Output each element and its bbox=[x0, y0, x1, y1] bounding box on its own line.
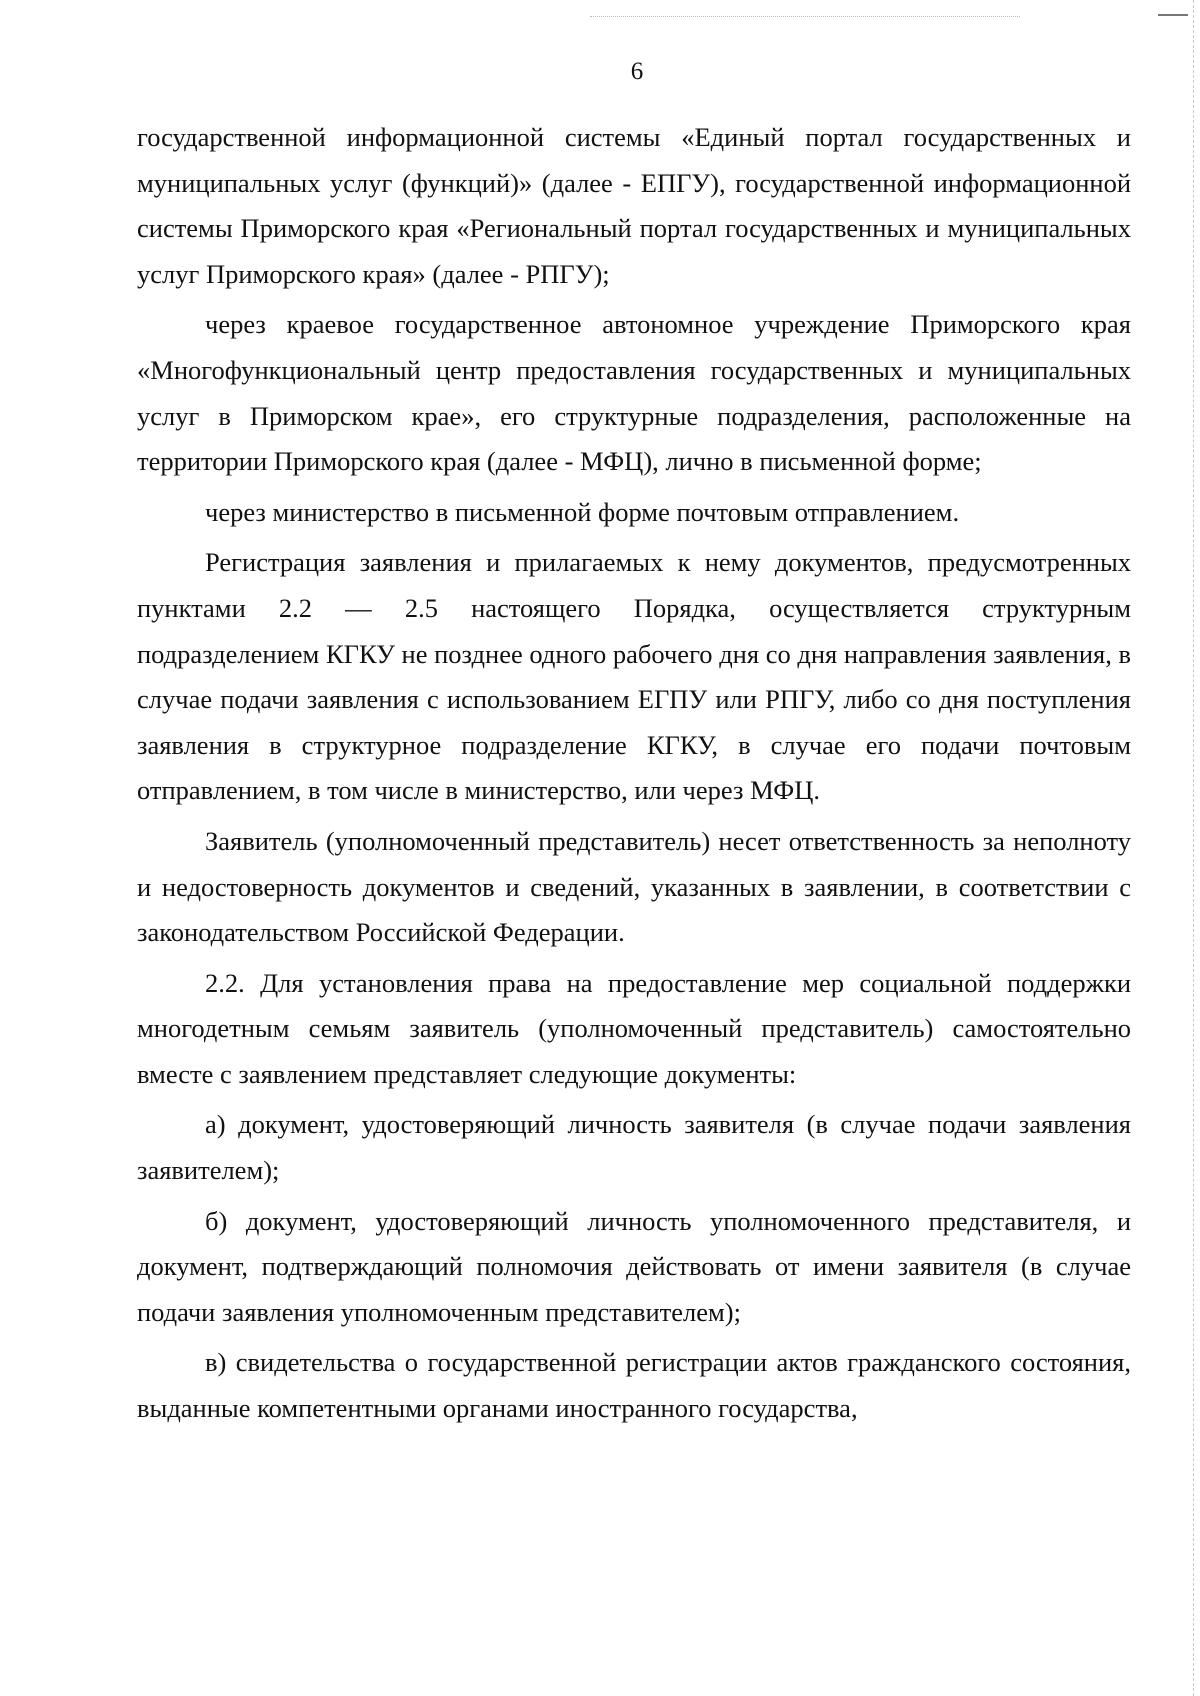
scan-artifact-line bbox=[590, 16, 1020, 18]
scan-edge bbox=[1190, 0, 1194, 1696]
paragraph-item-b: б) документ, удостоверяющий личность уполномоченного представителя, и документ, подтверждающий полномочия действовать от имени заявителя (в случае подачи заявления уполномоченным представителем); bbox=[137, 1205, 1131, 1327]
paragraph-responsibility: Заявитель (уполномоченный представитель) несет ответственность за неполноту и недостоверность документов и сведений, указанных в заявлении, в соответствии с законодательством Российской Федерации. bbox=[137, 825, 1131, 948]
paragraph-item-a: а) документ, удостоверяющий личность заявителя (в случае подачи заявления заявителем); bbox=[137, 1109, 1131, 1186]
paragraph-mfc: через краевое государственное автономное учреждение Приморского края «Многофункциональный центр предоставления государственных и муниципальных услуг в Приморском крае», его структурные подразделения, расположенные на территории Приморского края (далее - МФЦ), лично в письменной форме; bbox=[137, 309, 1131, 477]
paragraph-registration: Регистрация заявления и прилагаемых к нему документов, предусмотренных пунктами 2.2 — 2.5 настоящего Порядка, осуществляется структурным подразделением КГКУ не позднее одного рабочего дня со дня направления заявления, в случае подачи заявления с использованием ЕГПУ или РПГУ, либо со дня поступления заявления в структурное подразделение КГКУ, в случае его подачи почтовым отправлением, в том числе в министерство, или через МФЦ. bbox=[137, 547, 1131, 806]
paragraph-section-2-2: 2.2. Для установления права на предоставление мер социальной поддержки многодетным семьям заявитель (уполномоченный представитель) самостоятельно вместе с заявлением представляет следующие документы: bbox=[137, 967, 1131, 1089]
page-number: 6 bbox=[630, 58, 644, 85]
document-body bbox=[137, 115, 1131, 1432]
paragraph-ministry-mail: через министерство в письменной форме почтовым отправлением. bbox=[205, 496, 960, 527]
scan-artifact-mark bbox=[1158, 14, 1188, 16]
paragraph-item-v: в) свидетельства о государственной регистрации актов гражданского состояния, выданные компетентными органами иностранного государства, bbox=[137, 1347, 1131, 1424]
paragraph-epgu-continuation: государственной информационной системы «Единый портал государственных и муниципальных услуг (функций)» (далее - ЕПГУ), государственной информационной системы Приморского края «Региональный портал государственных и муниципальных услуг Приморского края» (далее - РПГУ); bbox=[137, 122, 1131, 289]
